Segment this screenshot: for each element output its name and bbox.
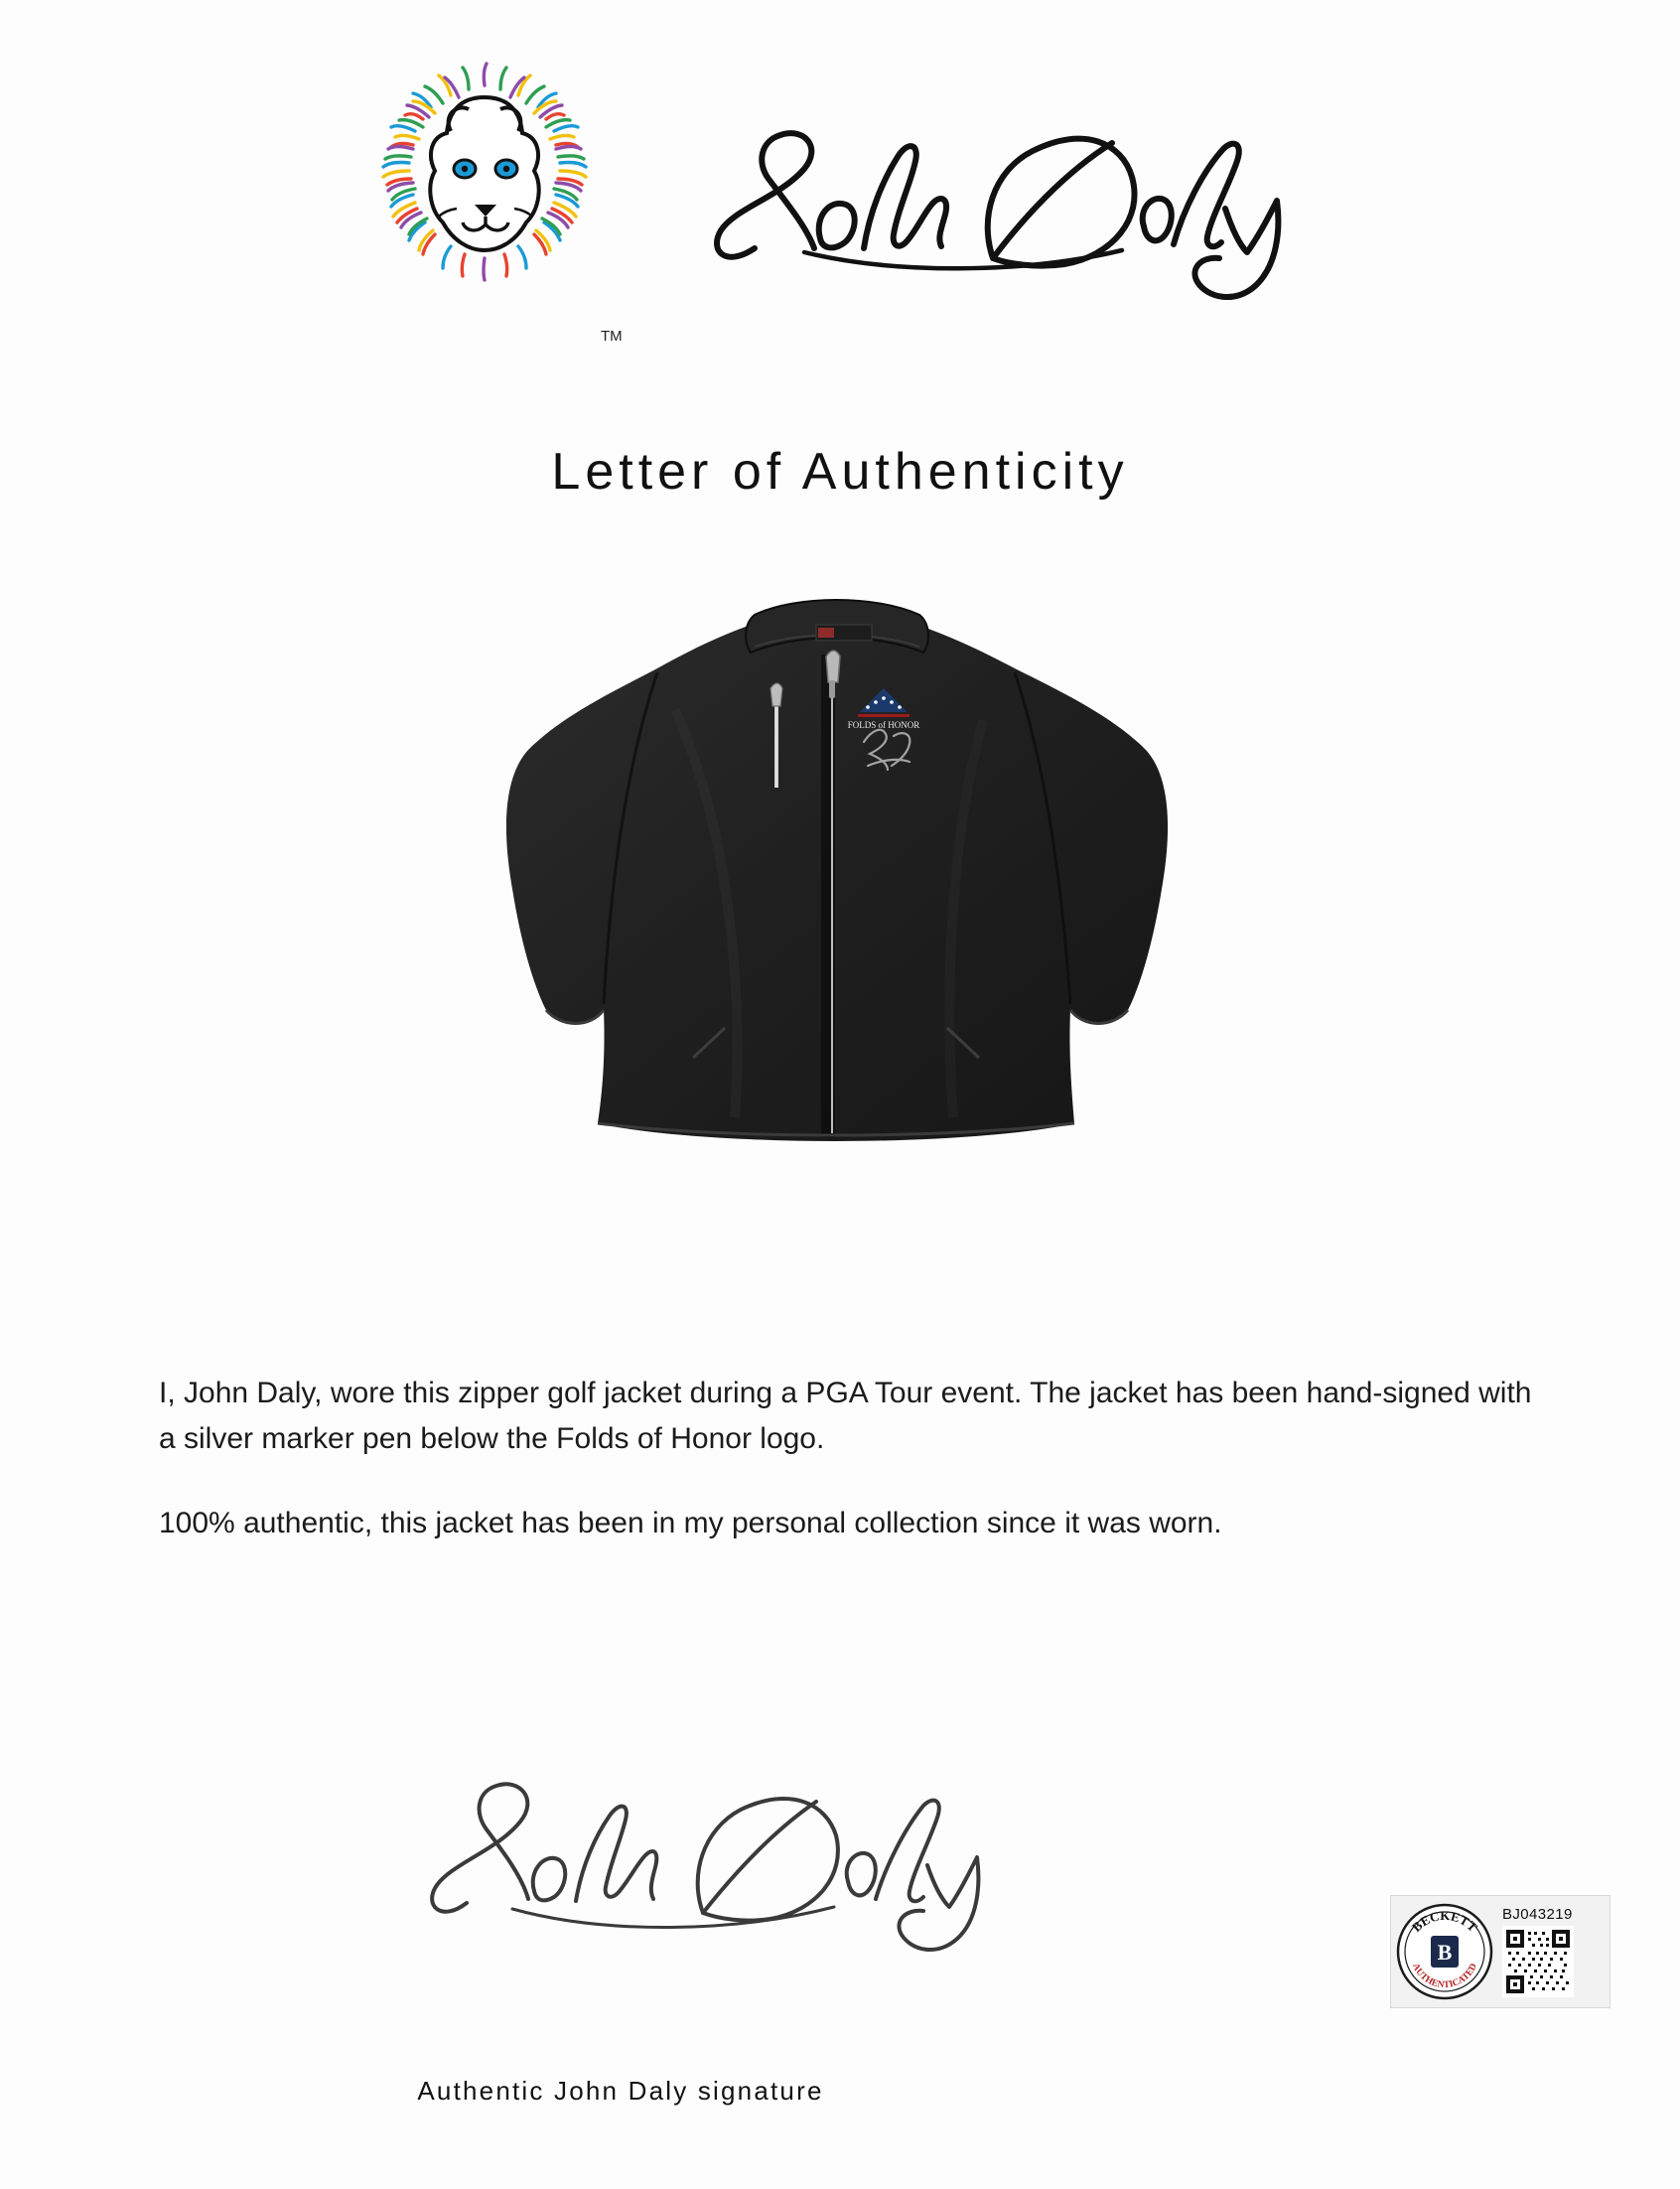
svg-text:B: B <box>1437 1940 1453 1965</box>
beckett-authentication-sticker <box>1390 1895 1610 2008</box>
letter-body <box>159 1371 1549 1586</box>
document-header <box>0 40 1680 345</box>
jacket-photo <box>427 561 1251 1356</box>
paragraph-2: 100% authentic, this jacket has been in my personal collection since it was worn. <box>159 1507 1222 1540</box>
john-daly-signature-icon-top <box>695 99 1311 318</box>
svg-text:BECKETT: BECKETT <box>1408 1907 1481 1935</box>
john-daly-signature-icon-bottom <box>417 1728 1013 1976</box>
beckett-seal-icon <box>1393 1900 1496 2003</box>
svg-text:FOLDS of HONOR: FOLDS of HONOR <box>847 720 920 730</box>
beckett-serial-number: BJ043219 <box>1502 1906 1573 1923</box>
lion-head-logo-icon <box>365 60 604 288</box>
qr-code-icon <box>1502 1926 1574 1997</box>
signature-caption: Authentic John Daly signature <box>417 2076 824 2106</box>
page-title: Letter of Authenticity <box>551 443 1129 501</box>
paragraph-1: I, John Daly, wore this zipper golf jacket during a PGA Tour event. The jacket has been hand-signed with a silver marker pen below the Folds of Honor logo. <box>159 1377 1532 1455</box>
trademark-symbol: TM <box>601 328 623 345</box>
svg-text:AUTHENTICATED: AUTHENTICATED <box>1410 1962 1479 1991</box>
